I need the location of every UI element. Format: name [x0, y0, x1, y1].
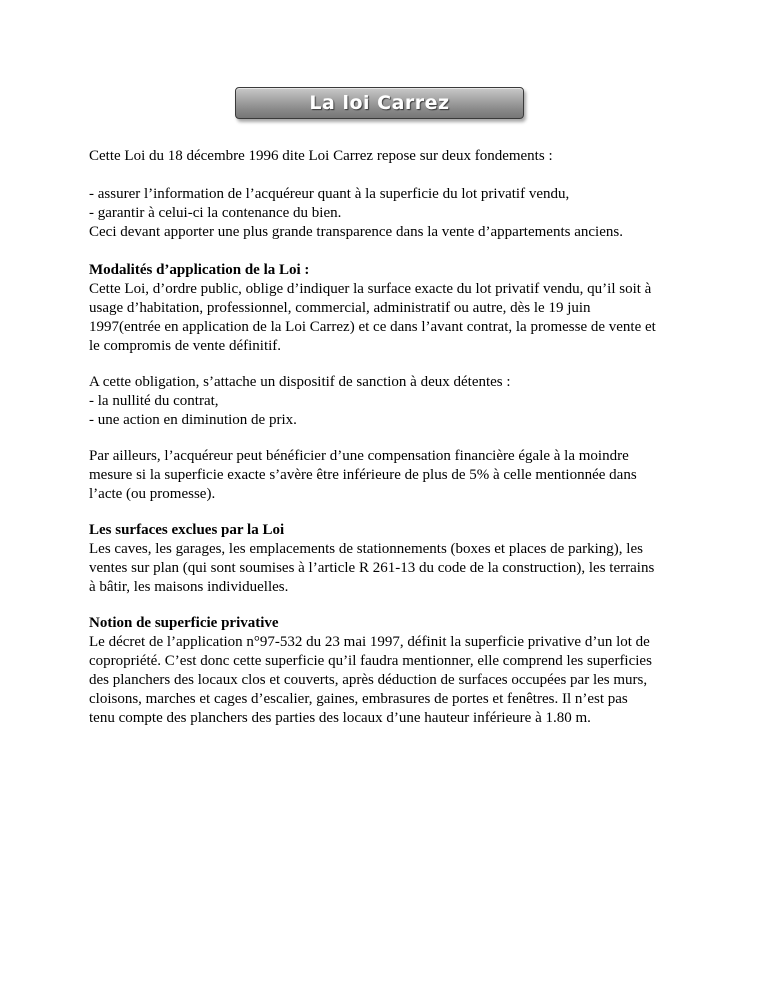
exclues-line: Les caves, les garages, les emplacements de stationnements (boxes et places de parking), les [89, 541, 643, 557]
sanction-paragraph [89, 373, 689, 430]
exclues-line: à bâtir, les maisons individuelles. [89, 579, 289, 595]
exclues-line: ventes sur plan (qui sont soumises à l’article R 261-13 du code de la construction), les terrains [89, 560, 655, 576]
notion-heading: Notion de superficie privative [89, 615, 279, 631]
compensation-line: mesure si la superficie exacte s’avère être inférieure de plus de 5% à celle mentionnée dans [89, 467, 637, 483]
modalites-heading: Modalités d’application de la Loi : [89, 262, 310, 278]
notion-line: Le décret de l’application n°97-532 du 23 mai 1997, définit la superficie privative d’un lot de [89, 634, 650, 650]
notion-line: copropriété. C’est donc cette superficie qu’il faudra mentionner, elle comprend les superficies [89, 653, 652, 669]
fondement-item-1: - assurer l’information de l’acquéreur quant à la superficie du lot privatif vendu, [89, 186, 570, 202]
document-body [89, 147, 689, 728]
sanction-item-2: - une action en diminution de prix. [89, 412, 297, 428]
notion-line: tenu compte des planchers des parties des locaux d’une hauteur inférieure à 1.80 m. [89, 710, 591, 726]
modalites-line: Cette Loi, d’ordre public, oblige d’indiquer la surface exacte du lot privatif vendu, qu’il soit à [89, 281, 652, 297]
modalites-line: 1997(entrée en application de la Loi Carrez) et ce dans l’avant contrat, la promesse de vente et [89, 319, 656, 335]
compensation-line: l’acte (ou promesse). [89, 486, 216, 502]
spacer [89, 597, 689, 614]
spacer [89, 242, 689, 261]
banner-title: La loi Carrez [309, 91, 450, 114]
modalites-line: le compromis de vente définitif. [89, 338, 282, 354]
spacer [89, 356, 689, 373]
notion-line: cloisons, marches et cages d’escalier, gaines, embrasures de portes et fenêtres. Il n’est pas [89, 691, 628, 707]
modalites-line: usage d’habitation, professionnel, commercial, administratif ou autre, dès le 19 juin [89, 300, 591, 316]
compensation-paragraph [89, 447, 689, 504]
spacer [89, 430, 689, 447]
title-banner [235, 87, 524, 119]
spacer [89, 504, 689, 521]
fondements-conclusion: Ceci devant apporter une plus grande transparence dans la vente d’appartements anciens. [89, 224, 623, 240]
fondement-item-2: - garantir à celui-ci la contenance du bien. [89, 205, 342, 221]
compensation-line: Par ailleurs, l’acquéreur peut bénéficier d’une compensation financière égale à la moindre [89, 448, 629, 464]
sanction-intro: A cette obligation, s’attache un dispositif de sanction à deux détentes : [89, 374, 511, 390]
spacer [89, 166, 689, 185]
notion-line: des planchers des locaux clos et couverts, après déduction de surfaces occupées par les murs, [89, 672, 648, 688]
exclues-heading: Les surfaces exclues par la Loi [89, 522, 285, 538]
intro-paragraph [89, 147, 689, 166]
intro-line: Cette Loi du 18 décembre 1996 dite Loi Carrez repose sur deux fondements : [89, 148, 553, 164]
modalites-section [89, 261, 689, 356]
sanction-item-1: - la nullité du contrat, [89, 393, 219, 409]
exclues-section [89, 521, 689, 597]
notion-section [89, 614, 689, 728]
fondements-paragraph [89, 185, 689, 242]
